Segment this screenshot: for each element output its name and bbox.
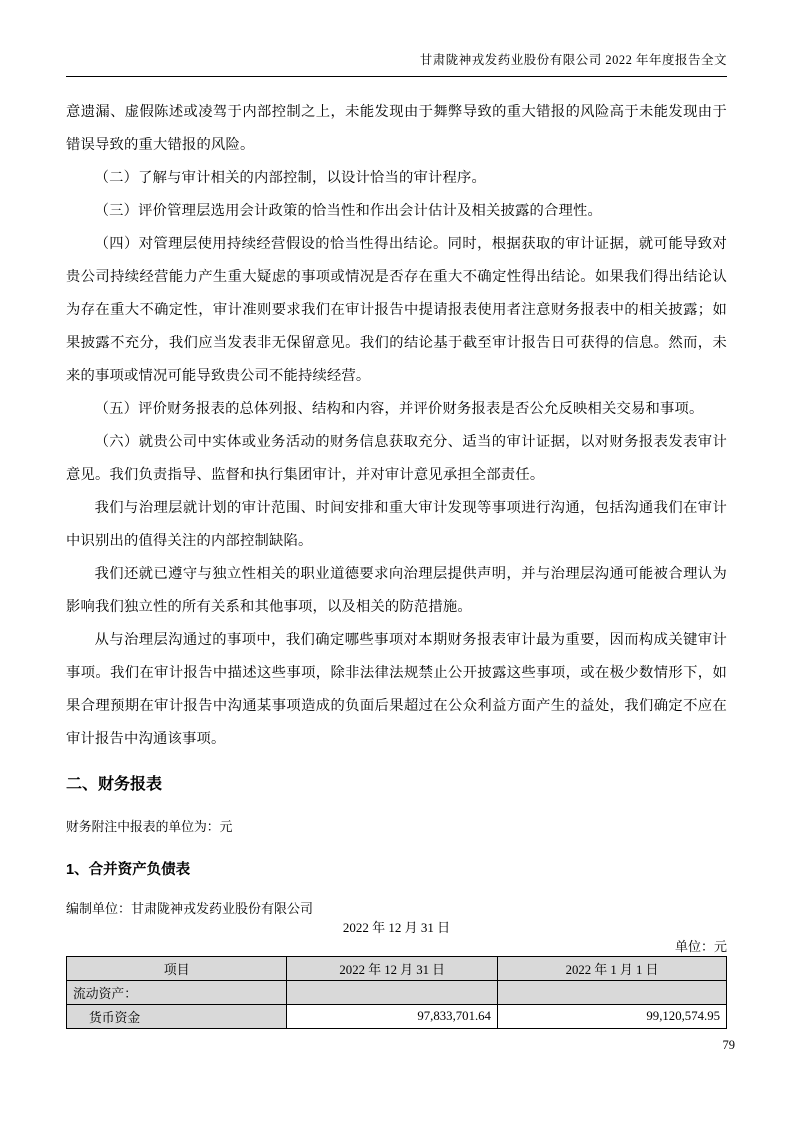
audit-report-paragraphs: [66, 96, 727, 756]
value-cell-current-period: 97,833,701.64: [287, 1005, 498, 1029]
value-cell-current-period: [287, 981, 498, 1005]
audit-paragraph: 意遗漏、虚假陈述或凌驾于内部控制之上，未能发现由于舞弊导致的重大错报的风险高于未能发现由于错误导致的重大错报的风险。: [66, 104, 727, 153]
financial-notes-unit-note: 财务附注中报表的单位为：元: [66, 820, 233, 834]
page-number: 79: [722, 1038, 735, 1052]
section-heading-financial-statements: 二、财务报表: [66, 776, 163, 793]
item-cell: 货币资金: [67, 1005, 287, 1029]
value-cell-prior-period: 99,120,574.95: [497, 1005, 726, 1029]
table-row: [67, 1005, 727, 1029]
page-content: [66, 96, 727, 1029]
subsection-heading-consolidated-balance-sheet: 1、合并资产负债表: [66, 862, 191, 878]
audit-paragraph: （三）评价管理层选用会计政策的恰当性和作出会计估计及相关披露的合理性。: [94, 203, 602, 219]
audit-paragraph: （二）了解与审计相关的内部控制，以设计恰当的审计程序。: [94, 170, 487, 186]
audit-paragraph: （四）对管理层使用持续经营假设的恰当性得出结论。同时，根据获取的审计证据，就可能导致对贵公司持续经营能力产生重大疑虑的事项或情况是否存在重大不确定性得出结论。如果我们得出结论认为存在重大不确定性，审计准则要求我们在审计报告中提请报表使用者注意财务报表中的相关披露；如果披露不充分，我们应当发表非无保留意见。我们的结论基于截至审计报告日可获得的信息。然而，未来的事项或情况可能导致贵公司不能持续经营。: [66, 236, 727, 384]
audit-paragraph: 我们与治理层就计划的审计范围、时间安排和重大审计发现等事项进行沟通，包括沟通我们在审计中识别出的值得关注的内部控制缺陷。: [66, 500, 727, 549]
audit-paragraph: （五）评价财务报表的总体列报、结构和内容，并评价财务报表是否公允反映相关交易和事项。: [94, 401, 704, 417]
statement-date: 2022 年 12 月 31 日: [342, 920, 451, 935]
table-column-header: 2022 年 1 月 1 日: [497, 957, 726, 981]
audit-paragraph: （六）就贵公司中实体或业务活动的财务信息获取充分、适当的审计证据，以对财务报表发表审计意见。我们负责指导、监督和执行集团审计，并对审计意见承担全部责任。: [66, 434, 727, 483]
table-column-header: 2022 年 12 月 31 日: [287, 957, 498, 981]
document-running-header: [66, 50, 727, 77]
audit-paragraph: 我们还就已遵守与独立性相关的职业道德要求向治理层提供声明，并与治理层沟通可能被合理认为影响我们独立性的所有关系和其他事项，以及相关的防范措施。: [66, 566, 727, 615]
table-body: [67, 981, 727, 1029]
item-cell: 流动资产：: [67, 981, 287, 1005]
consolidated-balance-sheet-table: [66, 956, 727, 1029]
table-column-header: 项目: [67, 957, 287, 981]
audit-paragraph: 从与治理层沟通过的事项中，我们确定哪些事项对本期财务报表审计最为重要，因而构成关键审计事项。我们在审计报告中描述这些事项，除非法律法规禁止公开披露这些事项，或在极少数情形下，如果合理预期在审计报告中沟通某事项造成的负面后果超过在公众利益方面产生的益处，我们确定不应在审计报告中沟通该事项。: [66, 632, 727, 747]
prepared-by-line: 编制单位：甘肃陇神戎发药业股份有限公司: [66, 901, 314, 916]
table-row: [67, 981, 727, 1005]
table-unit-label: 单位：元: [674, 939, 727, 954]
value-cell-prior-period: [497, 981, 726, 1005]
table-header-row: [67, 957, 727, 981]
document-header-title: 甘肃陇神戎发药业股份有限公司 2022 年年度报告全文: [419, 53, 727, 67]
